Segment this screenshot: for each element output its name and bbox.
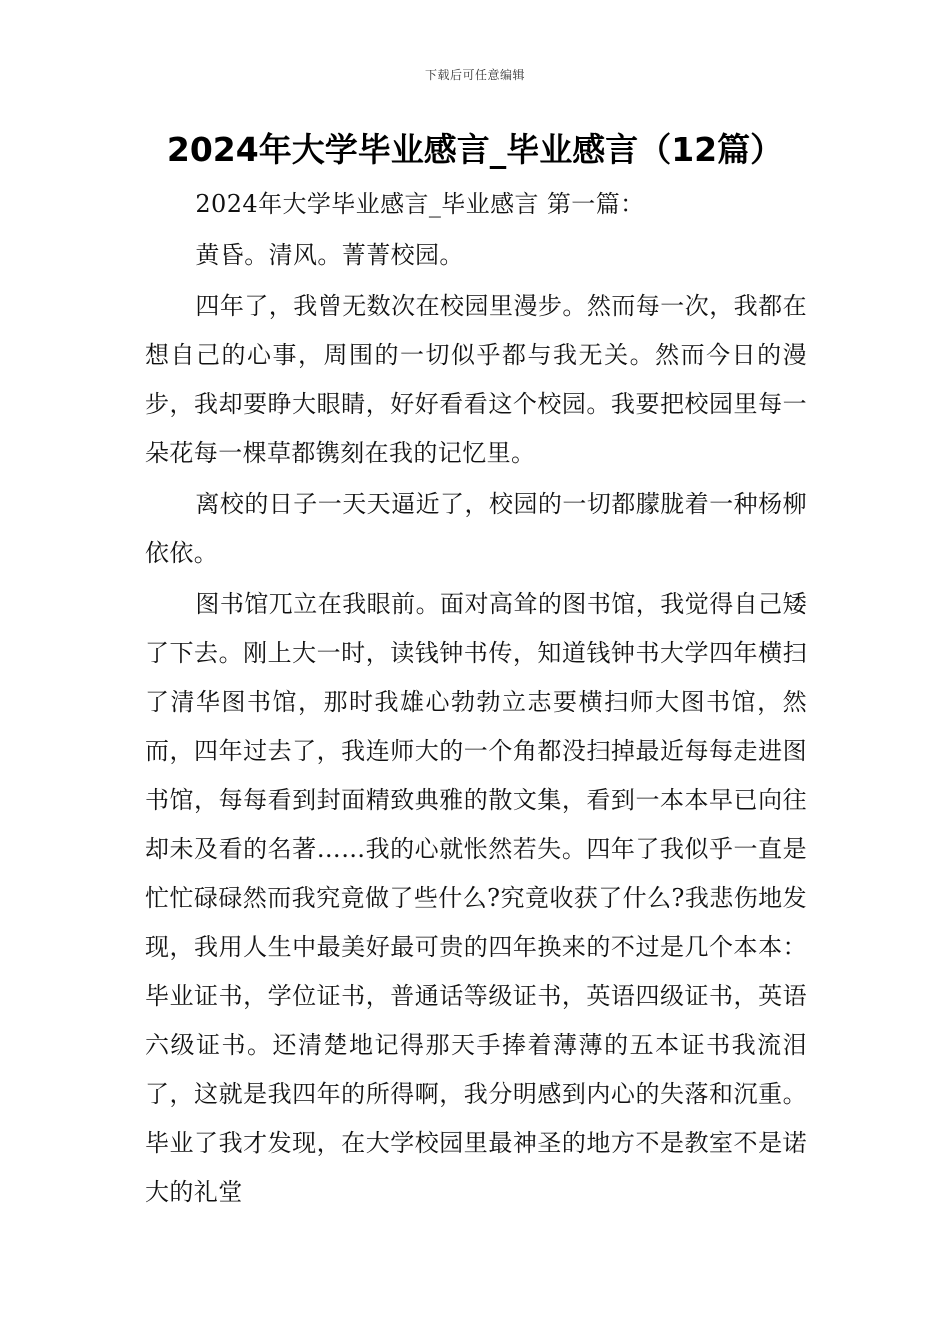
header-note: 下载后可任意编辑 xyxy=(424,68,525,82)
paragraph: 四年了，我曾无数次在校园里漫步。然而每一次，我都在想自己的心事，周围的一切似乎都与我无关。然而今日的漫步，我却要睁大眼睛，好好看看这个校园。我要把校园里每一朵花每一棵草都镌刻在我的记忆里。 xyxy=(145,292,807,467)
paragraph: 黄昏。清风。菁菁校园。 xyxy=(195,241,464,269)
document-body xyxy=(145,180,807,1217)
document-title: 2024年大学毕业感言_毕业感言（12篇） xyxy=(166,130,784,169)
paragraph: 图书馆兀立在我眼前。面对高耸的图书馆，我觉得自己矮了下去。刚上大一时，读钱钟书传，知道钱钟书大学四年横扫了清华图书馆，那时我雄心勃勃立志要横扫师大图书馆，然而，四年过去了，我连师大的一个角都没扫掉最近每每走进图书馆，每每看到封面精致典雅的散文集，看到一本本早已向往却未及看的名著……我的心就怅然若失。四年了我似乎一直是忙忙碌碌然而我究竟做了些什么?究竟收获了什么?我悲伤地发现，我用人生中最美好最可贵的四年换来的不过是几个本本：毕业证书，学位证书，普通话等级证书，英语四级证书，英语六级证书。还清楚地记得那天手捧着薄薄的五本证书我流泪了，这就是我四年的所得啊，我分明感到内心的失落和沉重。毕业了我才发现，在大学校园里最神圣的地方不是教室不是诺大的礼堂 xyxy=(145,590,807,1206)
paragraph-section-heading: 2024年大学毕业感言_毕业感言 第一篇： xyxy=(195,190,645,218)
paragraph: 离校的日子一天天逼近了，校园的一切都朦胧着一种杨柳依依。 xyxy=(145,490,807,567)
